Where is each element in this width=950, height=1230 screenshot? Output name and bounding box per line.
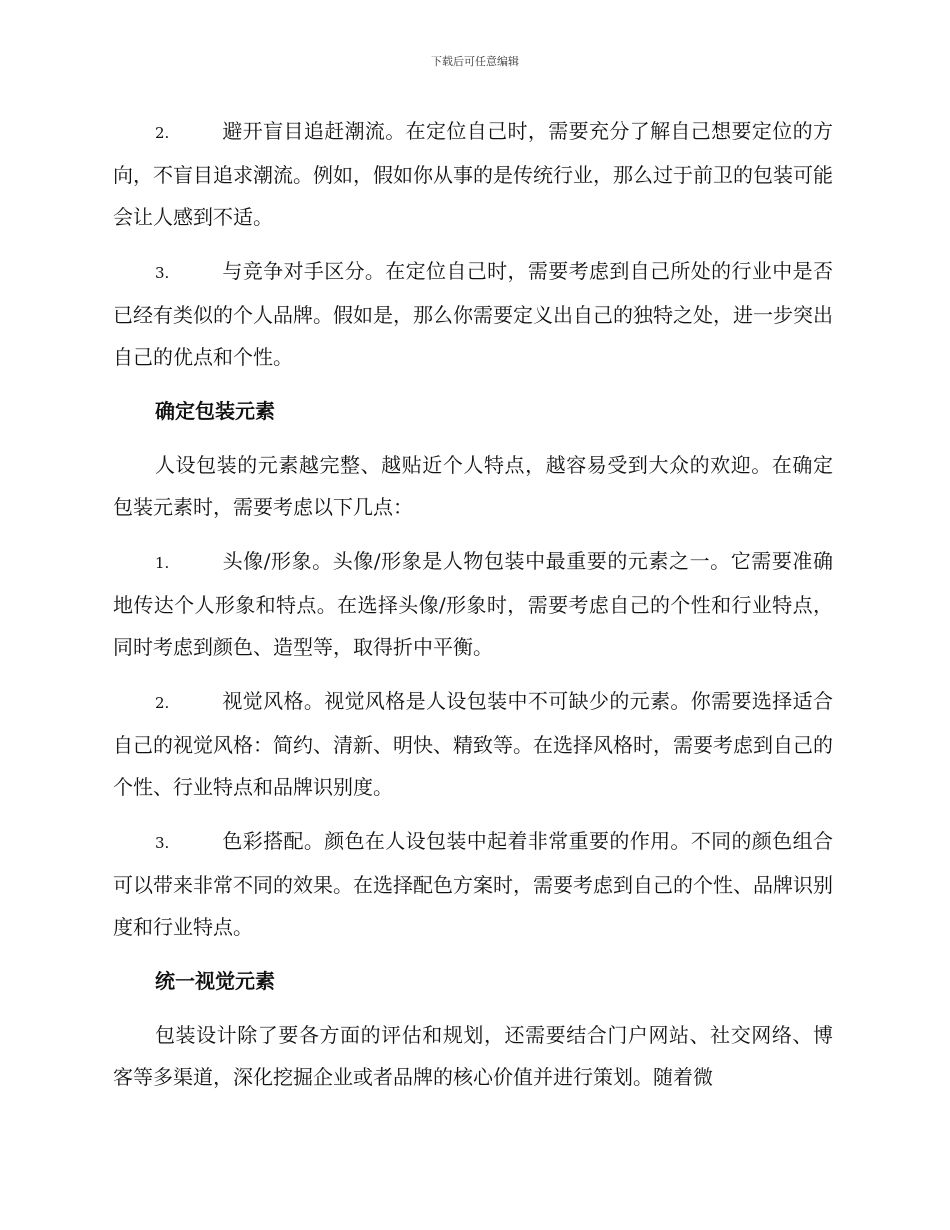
list-item-text: 头像/形象。头像/形象是人物包装中最重要的元素之一。它需要准确地传达个人形象和特点。在选择头像/形象时，需要考虑自己的个性和行业特点，同时考虑到颜色、造型等，取得折中平衡。 bbox=[113, 549, 833, 659]
paragraph: 人设包装的元素越完整、越贴近个人特点，越容易受到大众的欢迎。在确定包装元素时，需要考虑以下几点： bbox=[113, 453, 833, 519]
list-item bbox=[113, 110, 833, 238]
list-number: 2. bbox=[155, 694, 170, 712]
document-body bbox=[113, 110, 833, 1098]
list-item-text: 避开盲目追赶潮流。在定位自己时，需要充分了解自己想要定位的方向，不盲目追求潮流。例如，假如你从事的是传统行业，那么过于前卫的包装可能会让人感到不适。 bbox=[113, 119, 833, 229]
list-number: 2. bbox=[155, 124, 170, 142]
list-item bbox=[113, 540, 833, 668]
list-item bbox=[113, 680, 833, 808]
list-number: 3. bbox=[155, 264, 170, 282]
list-number: 3. bbox=[155, 834, 170, 852]
list-item-text: 色彩搭配。颜色在人设包装中起着非常重要的作用。不同的颜色组合可以带来非常不同的效果。在选择配色方案时，需要考虑到自己的个性、品牌识别度和行业特点。 bbox=[113, 829, 833, 939]
list-number: 1. bbox=[155, 554, 170, 572]
list-item bbox=[113, 250, 833, 378]
list-item bbox=[113, 820, 833, 948]
page-header: 下载后可任意编辑 bbox=[431, 55, 519, 68]
list-item-text: 与竞争对手区分。在定位自己时，需要考虑到自己所处的行业中是否已经有类似的个人品牌。假如是，那么你需要定义出自己的独特之处，进一步突出自己的优点和个性。 bbox=[113, 259, 833, 369]
section-heading: 确定包装元素 bbox=[155, 399, 275, 423]
paragraph: 包装设计除了要各方面的评估和规划，还需要结合门户网站、社交网络、博客等多渠道，深化挖掘企业或者品牌的核心价值并进行策划。随着微 bbox=[113, 1023, 833, 1089]
list-item-text: 视觉风格。视觉风格是人设包装中不可缺少的元素。你需要选择适合自己的视觉风格：简约、清新、明快、精致等。在选择风格时，需要考虑到自己的个性、行业特点和品牌识别度。 bbox=[113, 689, 833, 799]
section-heading: 统一视觉元素 bbox=[155, 969, 275, 993]
